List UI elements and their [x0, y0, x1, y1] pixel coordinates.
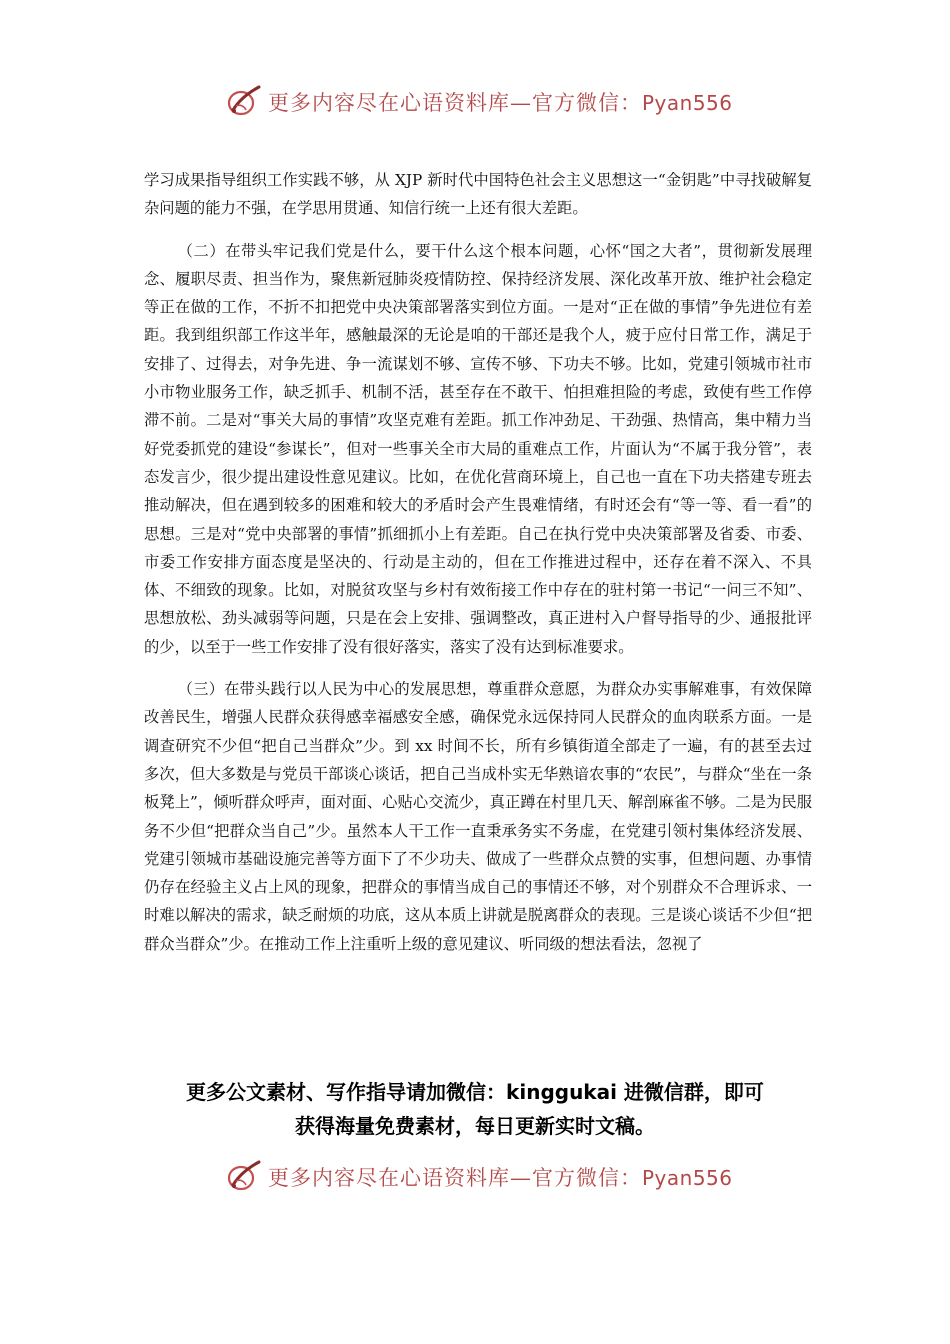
brush-logo-icon — [226, 1159, 262, 1195]
promo-notice — [120, 1075, 830, 1143]
footer-watermark — [226, 1157, 733, 1197]
paragraph-1: 学习成果指导组织工作实践不够，从 XJP 新时代中国特色社会主义思想这一“金钥匙”中寻找破解复杂问题的能力不强，在学思用贯通、知信行统一上还有很大差距。 — [144, 171, 812, 218]
footer-watermark-text: 更多内容尽在心语资料库—官方微信：Pyan556 — [268, 1166, 733, 1190]
header-watermark-text: 更多内容尽在心语资料库—官方微信：Pyan556 — [268, 91, 733, 115]
paragraph-2: （二）在带头牢记我们党是什么，要干什么这个根本问题，心怀“国之大者”，贯彻新发展理念、履职尽责、担当作为，聚焦新冠肺炎疫情防控、保持经济发展、深化改革开放、维护社会稳定等正在做的工作，不折不扣把党中央决策部署落实到位方面。一是对“正在做的事情”争先进位有差距。我到组织部工作这半年，感触最深的无论是咱的干部还是我个人，疲于应付日常工作，满足于安排了、过得去，对争先进、争一流谋划不够、宣传不够、下功夫不够。比如，党建引领城市社市小市物业服务工作，缺乏抓手、机制不活，甚至存在不敢干、怕担难担险的考虑，致使有些工作停滞不前。二是对“事关大局的事情”攻坚克难有差距。抓工作冲劲足、干劲强、热情高，集中精力当好党委抓党的建设“参谋长”，但对一些事关全市大局的重难点工作，片面认为“不属于我分管”，表态发言少，很少提出建设性意见建议。比如，在优化营商环境上，自己也一直在下功夫搭建专班去推动解决，但在遇到较多的困难和较大的矛盾时会产生畏难情绪，有时还会有“等一等、看一看”的思想。三是对“党中央部署的事情”抓细抓小上有差距。自己在执行党中央决策部署及省委、市委、市委工作安排方面态度是坚决的、行动是主动的，但在工作推进过程中，还存在着不深入、不具体、不细致的现象。比如，对脱贫攻坚与乡村有效衔接工作中存在的驻村第一书记“一问三不知”、思想放松、劲头减弱等问题，只是在会上安排、强调整改，真正进村入户督导指导的少、通报批评的少，以至于一些工作安排了没有很好落实，落实了没有达到标准要求。 — [144, 241, 812, 656]
paragraph-3: （三）在带头践行以人民为中心的发展思想，尊重群众意愿，为群众办实事解难事，有效保障改善民生，增强人民群众获得感幸福感安全感，确保党永远保持同人民群众的血肉联系方面。一是调查研究不少但“把自己当群众”少。到 xx 时间不长，所有乡镇街道全部走了一遍，有的甚至去过多次，但大多数是与党员干部谈心谈话，把自己当成朴实无华熟谙农事的“农民”，与群众“坐在一条板凳上”，倾听群众呼声，面对面、心贴心交流少，真正蹲在村里几天、解剖麻雀不够。二是为民服务不少但“把群众当自己”少。虽然本人干工作一直秉承务实不务虚，在党建引领村集体经济发展、党建引领城市基础设施完善等方面下了不少功夫、做成了一些群众点赞的实事，但想问题、办事情仍存在经验主义占上风的现象，把群众的事情当成自己的事情还不够，对个别群众不合理诉求、一时难以解决的需求，缺乏耐烦的功底，这从本质上讲就是脱离群众的表现。三是谈心谈话不少但“把群众当群众”少。在推动工作上注重听上级的意见建议、听同级的想法看法，忽视了 — [144, 680, 812, 953]
brush-logo-icon — [226, 84, 262, 120]
header-watermark — [226, 82, 733, 122]
header-wechat-id: Pyan556 — [642, 91, 733, 115]
document-body — [144, 166, 812, 958]
promo-line-1: 更多公文素材、写作指导请加微信：kinggukai 进微信群，即可 — [186, 1080, 764, 1104]
footer-wechat-id: Pyan556 — [642, 1166, 733, 1190]
promo-line-2: 获得海量免费素材，每日更新实时文稿。 — [295, 1114, 655, 1138]
